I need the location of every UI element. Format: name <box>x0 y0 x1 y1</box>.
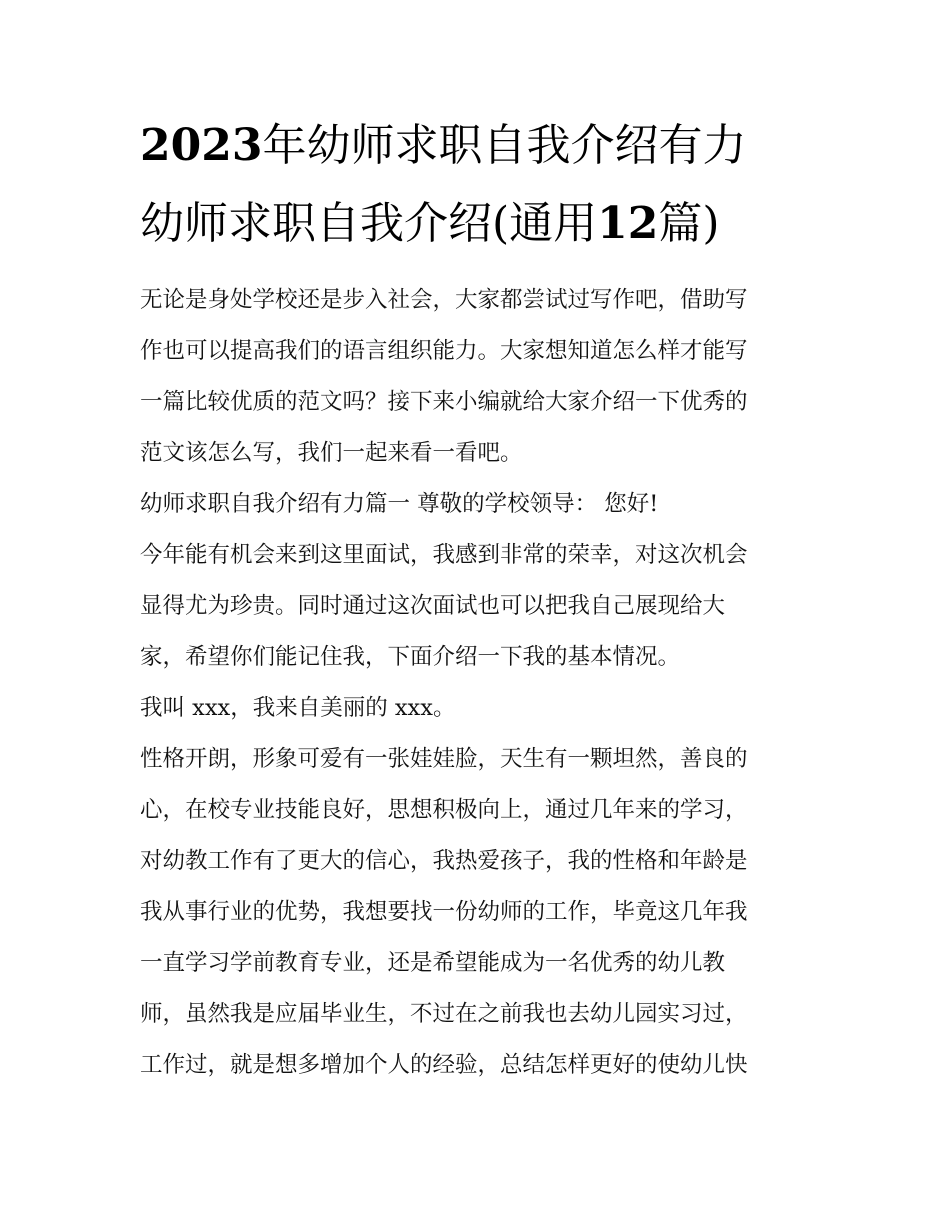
text-line: 工作过，就是想多增加个人的经验，总结怎样更好的使幼儿快 <box>140 1052 748 1078</box>
title-text-prefix: 幼师求职自我介绍(通用 <box>140 198 598 249</box>
text-line: 显得尤为珍贵。同时通过这次面试也可以把我自己展现给大 <box>140 593 726 619</box>
text-line: 心，在校专业技能良好，思想积极向上，通过几年来的学习， <box>140 797 748 823</box>
text-line: 我从事行业的优势，我想要找一份幼师的工作，毕竟这几年我 <box>140 899 748 925</box>
text-line: 无论是身处学校还是步入社会，大家都尝试过写作吧，借助写 <box>140 287 748 313</box>
title-text-suffix: 篇) <box>658 198 720 249</box>
text-line: 一直学习学前教育专业，还是希望能成为一名优秀的幼儿教 <box>140 950 726 976</box>
text-line: 范文该怎么写，我们一起来看一看吧。 <box>140 440 523 466</box>
text-line: 性格开朗，形象可爱有一张娃娃脸，天生有一颗坦然，善良的 <box>140 746 748 772</box>
text-line: 作也可以提高我们的语言组织能力。大家想知道怎么样才能写 <box>140 338 748 364</box>
document-title-line-2 <box>140 198 720 250</box>
text-line: 师，虽然我是应届毕业生，不过在之前我也去幼儿园实习过， <box>140 1001 748 1027</box>
text-line: 我叫 xxx，我来自美丽的 xxx。 <box>140 695 456 721</box>
text-line: 家，希望你们能记住我，下面介绍一下我的基本情况。 <box>140 644 681 670</box>
text-line: 今年能有机会来到这里面试，我感到非常的荣幸，对这次机会 <box>140 542 748 568</box>
title-text: 年幼师求职自我介绍有力 <box>262 120 747 171</box>
text-line: 对幼教工作有了更大的信心，我热爱孩子，我的性格和年龄是 <box>140 848 748 874</box>
document-title-line-1 <box>140 120 746 172</box>
title-count: 12 <box>597 198 659 249</box>
section-heading-line: 幼师求职自我介绍有力篇一 尊敬的学校领导： 您好! <box>140 491 659 517</box>
title-year: 2023 <box>140 120 263 171</box>
text-line: 一篇比较优质的范文吗？接下来小编就给大家介绍一下优秀的 <box>140 389 748 415</box>
